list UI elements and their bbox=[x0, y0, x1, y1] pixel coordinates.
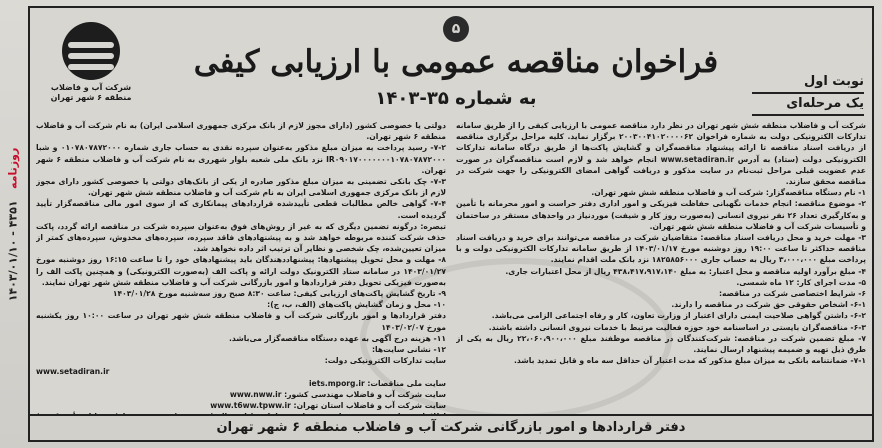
side-strip bbox=[0, 0, 26, 448]
side-date: ۱۴۰۳/۰۱/۱۰ - ۴۳۵۱ bbox=[6, 199, 20, 301]
logo-org-line2: منطقه ۶ شهر تهران bbox=[50, 93, 132, 102]
notice-paragraph: ۱۲- نشانی سایت‌ها: bbox=[371, 345, 446, 355]
page-title: فراخوان مناقصه عمومی با ارزیابی کیفی bbox=[193, 44, 719, 80]
notice-paragraph: ۹- تاریخ گشایش پاکت‌های ارزیابی کیفی: ساعت ۸:۳۰ صبح روز سه‌شنبه مورخ ۱۴۰۳/۰۱/۲۸ bbox=[112, 289, 446, 299]
notice-paragraph: ۶-۳- مناقصه‌گران بایستی در اساسنامه خود حوزه فعالیت مرتبط با خدمات نیروی انسانی داشته باشند. bbox=[488, 322, 866, 332]
notice-paragraph: ۷- مبلغ تضمین شرکت در مناقصه: شرکت‌کنندگان در مناقصه موظفند مبلغ ۲۲،۰۶۰،۹۰۰،۰۰۰ ریال به یکی از طرق ذیل تهیه و ضمیمه پیشنهاد ارسال نمایند. bbox=[456, 333, 866, 355]
notice-paragraph: ۸- مهلت و محل تحویل پیشنهادها: پیشنهاددهندگان باید پیشنهادهای خود را تا ساعت ۱۶:۱۵ روز دوشنبه مورخ ۱۴۰۳/۰۱/۲۷ در سامانه ستاد الکترونیک دولت ارائه و پاکت الف (به‌صورت الکترونیکی) و همچنین پاکت الف را به‌صورت فیزیکی تحویل دفتر قراردادها و امور بازرگانی شرکت آب و فاضلاب منطقه شش شهر تهران نمایند. bbox=[36, 255, 446, 287]
water-drop-logo-icon bbox=[62, 22, 120, 80]
notice-paragraph: www.setadiran.ir bbox=[36, 367, 110, 377]
notice-paragraph: ۷-۳- چک بانکی تضمینی به میزان مبلغ مذکور صادره از یکی از بانک‌های دولتی یا خصوصی کشور دارای مجوز لازم از بانک مرکزی جمهوری اسلامی ایران به نام شرکت آب و فاضلاب منطقه شش شهر تهران. bbox=[36, 177, 446, 198]
notice-paragraph: ۷-۴- گواهی خالص مطالبات قطعی تأییدشده قراردادهای پیمانکاری که از سوی امور مالی مناقصه‌گزار تأیید گردیده است. bbox=[36, 199, 446, 220]
org-logo bbox=[36, 22, 146, 112]
notice-paragraph: ۶-۲- داشتن گواهی صلاحیت ایمنی دارای اعتبار از وزارت تعاون، کار و رفاه اجتماعی الزامی می‌باشد. bbox=[491, 311, 866, 321]
notice-paragraph: ۱۱- هزینه درج آگهی به عهده دستگاه مناقصه‌گزار می‌باشد. bbox=[229, 333, 446, 343]
notice-paragraph: دولتی یا خصوصی کشور (دارای مجوز لازم از بانک مرکزی جمهوری اسلامی ایران) به نام شرکت آب و فاضلاب منطقه ۶ شهر تهران. bbox=[36, 121, 446, 142]
notice-paragraph: ۱- نام دستگاه مناقصه‌گزار: شرکت آب و فاضلاب منطقه شش شهر تهران. bbox=[591, 188, 866, 198]
notice-paragraph: شرکت آب و فاضلاب منطقه شش شهر تهران در نظر دارد مناقصه عمومی با ارزیابی کیفی را از طریق سامانه تدارکات الکترونیکی دولت به شماره فراخوان ۲۰۰۳۰۰۴۱۰۲۰۰۰۰۶۲ برگزار نماید. کلیه مراحل برگزاری مناقصه از دریافت اسناد مناقصه تا ارائه پیشنهاد مناقصه‌گران و گشایش پاکت‌ها از طریق درگاه سامانه تدارکات الکترونیکی دولت (ستاد) به آدرس www.setadiran.ir انجام خواهد شد و لازم است مناقصه‌گران در صورت عدم عضویت قبلی مراحل ثبت‌نام در سایت مذکور و دریافت گواهی امضای الکترونیکی را جهت شرکت در مناقصه محقق سازند. bbox=[456, 121, 866, 187]
notice-paragraph: ۷-۱- ضمانتنامه بانکی به میزان مبلغ مذکور که مدت اعتبار آن حداقل سه ماه و قابل تمدید باشد. bbox=[514, 356, 866, 366]
notice-paragraph: ۱۰- محل و زمان گشایش پاکت‌های (الف، ب، ج): bbox=[267, 300, 446, 310]
side-brand: روزنامه bbox=[6, 147, 20, 189]
tender-number: به شماره ۳۵-۱۴۰۳ bbox=[375, 88, 537, 109]
notice-paragraph: سایت شرکت آب و فاضلاب مهندسی کشور: www.nww.ir bbox=[229, 389, 446, 399]
notice-body bbox=[36, 120, 866, 414]
notice-paragraph: سایت ملی مناقصات: iets.mporg.ir bbox=[308, 378, 446, 388]
left-column bbox=[36, 120, 446, 414]
notice-paragraph: ۶- شرایط اختصاصی شرکت در مناقصه: bbox=[719, 289, 866, 299]
side-text bbox=[7, 147, 20, 301]
notice-paragraph: ۳- مهلت خرید و محل دریافت اسناد مناقصه: متقاضیان شرکت در مناقصه می‌توانند برای خرید و دریافت اسناد مناقصه حداکثر تا ساعت ۱۹:۰۰ روز دوشنبه مورخ ۱۴۰۳/۰۱/۱۷ از طریق سامانه تدارکات الکترونیکی دولت و با پرداخت مبلغ ۳،۰۰۰،۰۰۰ ریال به حساب جاری ۱۸۲۵۸۵۶۰۰۰ نزد بانک ملت اقدام نمایند. bbox=[456, 233, 866, 265]
notice-paragraph: ۶-۱- اشخاص حقوقی حق شرکت در مناقصه را دارند. bbox=[671, 300, 866, 310]
notice-paragraph: تبصره: درگونه تضمین دیگری که به غیر از روش‌های فوق به‌عنوان سپرده شرکت در مناقصه ارائه گردد، پاکت حذف شرکت کننده مربوطه خواهد شد و به پیشنهادهای فاقد سپرده، سپرده‌های مخدوش، سپرده‌های کمتر از میزان تعیین‌شده، چک شخصی و نظایر آن ترتیب اثر داده نخواهد شد. bbox=[36, 221, 446, 254]
notice-header bbox=[30, 8, 872, 118]
notice-paragraph: ۵- مدت اجرای کار: ۱۲ ماه شمسی. bbox=[736, 277, 866, 287]
type-label: یک مرحله‌ای bbox=[752, 94, 864, 116]
notice-paragraph: دفتر قراردادها و امور بازرگانی شرکت آب و فاضلاب منطقه شش شهر تهران در ساعت ۱۰:۰۰ روز یکشنبه مورخ ۱۴۰۳/۰۲/۰۷ bbox=[36, 311, 446, 332]
tender-notice bbox=[28, 6, 874, 442]
stage-badge bbox=[752, 72, 864, 116]
notice-paragraph: سایت تدارکات الکترونیکی دولت: bbox=[324, 356, 446, 366]
logo-org-name bbox=[36, 83, 146, 103]
logo-org-line1: شرکت آب و فاضلاب bbox=[50, 83, 132, 92]
notice-paragraph: سایت شرکت آب و فاضلاب استان تهران: www.t6ww.tpww.ir bbox=[210, 401, 446, 411]
stage-label: نوبت اول bbox=[752, 72, 864, 94]
notice-paragraph: ۷-۲- رسید پرداخت به میزان مبلغ مذکور به‌عنوان سپرده نقدی به حساب جاری شماره ۰۱۰۷۸۰۷۸۷۲۰۰۰ و شبا IR۰۹۰۱۷۰۰۰۰۰۰۰۱۰۷۸۰۷۸۷۲۰۰۰ نزد بانک ملی شعبه بلوار شهرری به نام شرکت آب و فاضلاب منطقه ۶ شهر تهران. bbox=[36, 143, 446, 175]
notice-paragraph: ۴- مبلغ برآورد اولیه مناقصه و محل اعتبار: به مبلغ ۴۳۸،۴۱۷،۹۱۷،۱۴۰ ریال از محل اعتبارات جاری. bbox=[505, 266, 866, 276]
right-column bbox=[456, 120, 866, 414]
notice-paragraph: ۲- موضوع مناقصه: انجام خدمات نگهبانی حفاظت فیزیکی و امور اداری دفتر حراست و امور محرمانه با تأمین و به‌کارگیری تعداد ۲۶ نفر نیروی انسانی (به‌صورت روز کار و شیفت) موردنیاز در واحدهای مستقر در ساختمان و تأسیسات شرکت آب و فاضلاب منطقه شش شهر تهران. bbox=[456, 199, 866, 231]
title-block bbox=[170, 16, 742, 109]
notice-seal: ۵ bbox=[443, 16, 469, 42]
notice-footer: دفتر قراردادها و امور بازرگانی شرکت آب و فاضلاب منطقه ۶ شهر تهران bbox=[30, 414, 872, 440]
